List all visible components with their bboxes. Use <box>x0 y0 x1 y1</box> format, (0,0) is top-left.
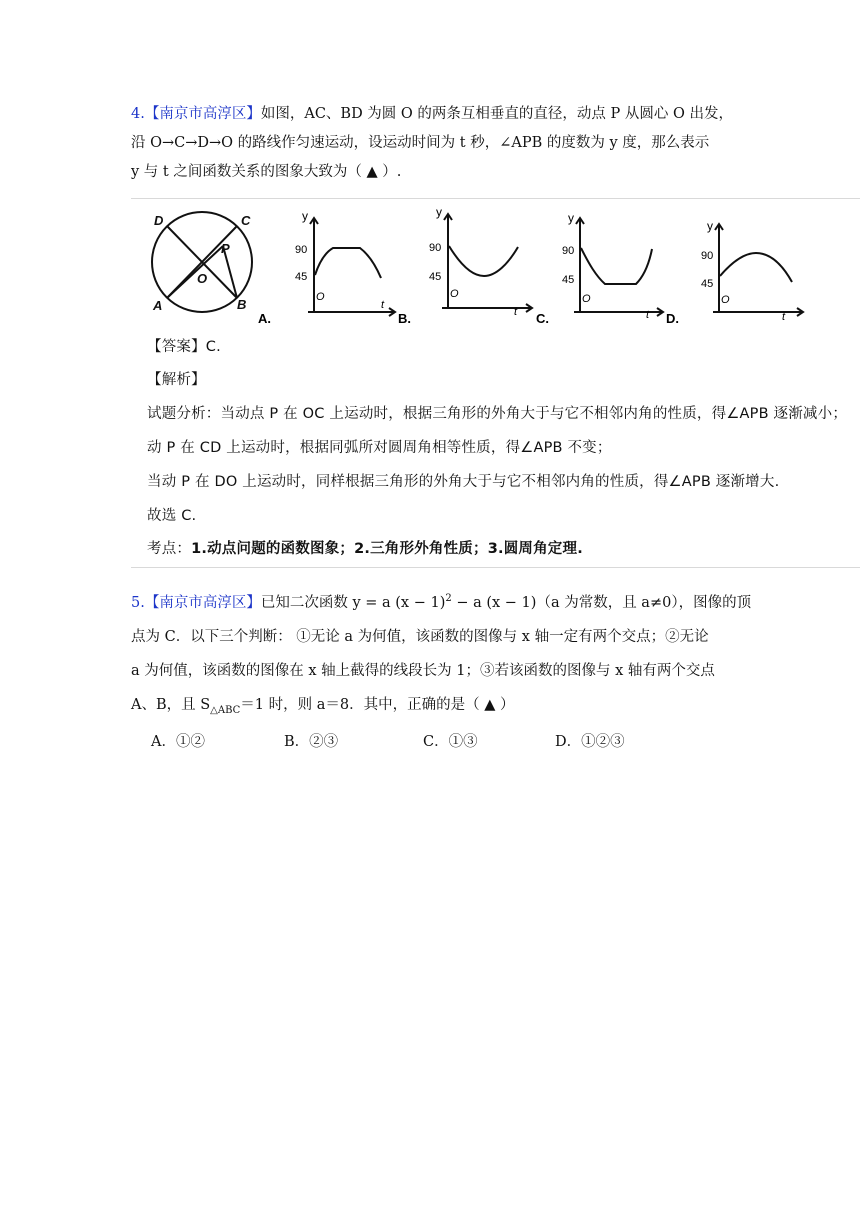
label-O: O <box>197 271 208 286</box>
kaodian <box>147 539 583 559</box>
q5-sup: 2 <box>445 593 452 604</box>
analysis-title: 【解析】 <box>147 372 206 388</box>
graph-a <box>295 209 411 326</box>
svg-text:O: O <box>721 294 730 306</box>
kaodian-text: 1.动点问题的函数图象；2.三角形外角性质；3.圆周角定理. <box>191 541 583 557</box>
graph-c <box>562 211 679 326</box>
q5-intro: 已知二次函数 y = a (x − 1) <box>260 594 446 611</box>
q4-line2: 沿 O→C→D→O 的路线作匀速运动，设运动时间为 t 秒，∠APB 的度数为 y 度，那么表示 <box>131 135 710 151</box>
divider-bottom <box>131 567 860 568</box>
svg-text:45: 45 <box>295 271 308 283</box>
q5-option-a: A．①② <box>151 734 205 750</box>
graph-d <box>701 219 803 323</box>
answer: 【答案】C. <box>147 339 221 355</box>
label-P: P <box>221 241 230 256</box>
q5-number: 5. <box>131 594 145 611</box>
q4-figure <box>0 200 860 330</box>
graph-b <box>429 205 549 326</box>
q5-line3: a 为何值，该函数的图像在 x 轴上截得的线段长为 1；③若该函数的图像与 x 轴有两个交点 <box>131 663 715 679</box>
svg-text:45: 45 <box>562 274 575 286</box>
svg-text:45: 45 <box>429 271 442 283</box>
q5-line4-a: A、B，且 S <box>131 697 211 713</box>
svg-text:t: t <box>381 299 385 311</box>
svg-text:O: O <box>582 293 591 305</box>
analysis-line-2: 动 P 在 CD 上运动时，根据同弧所对圆周角相等性质，得∠APB 不变； <box>147 440 612 456</box>
label-A: A <box>153 298 163 313</box>
q5-line4 <box>131 695 514 721</box>
option-letter-D: D. <box>666 311 679 326</box>
svg-text:90: 90 <box>295 244 308 256</box>
divider-top <box>131 198 860 199</box>
label-C: C <box>241 213 251 228</box>
q5-option-b: B．②③ <box>284 734 339 750</box>
q5-option-c: C．①③ <box>423 734 478 750</box>
option-letter-B: B. <box>398 311 411 326</box>
svg-text:O: O <box>450 288 459 300</box>
svg-text:O: O <box>316 291 325 303</box>
q4-line1 <box>131 104 733 124</box>
q5-source[interactable]: 【南京市高淳区】 <box>144 594 261 611</box>
analysis-line-1: 试题分析：当动点 P 在 OC 上运动时，根据三角形的外角大于与它不相邻内角的性质，得∠APB 逐渐减小； <box>147 406 848 422</box>
q4-number: 4. <box>131 106 145 122</box>
svg-text:t: t <box>514 306 518 318</box>
q5-line4-sub: △ABC <box>210 704 241 716</box>
svg-text:90: 90 <box>701 250 714 262</box>
q5-option-d: D．①②③ <box>555 734 625 750</box>
q4-line3: y 与 t 之间函数关系的图象大致为（ ▲ ）. <box>131 164 402 180</box>
label-B: B <box>237 297 247 312</box>
kaodian-label: 考点： <box>147 541 192 557</box>
svg-text:t: t <box>646 309 650 321</box>
svg-text:45: 45 <box>701 278 714 290</box>
q5-line2: 点为 C．以下三个判断： ①无论 a 为何值，该函数的图像与 x 轴一定有两个交点；②无论 <box>131 629 709 645</box>
svg-text:y: y <box>707 219 713 233</box>
analysis-line-4: 故选 C. <box>147 508 197 524</box>
option-letter-C: C. <box>536 311 549 326</box>
svg-text:90: 90 <box>429 242 442 254</box>
svg-text:y: y <box>436 205 442 219</box>
analysis-line-3: 当动 P 在 DO 上运动时，同样根据三角形的外角大于与它不相邻内角的性质，得∠APB 逐渐增大. <box>147 474 780 490</box>
q5-intro-rest: − a (x − 1)（a 为常数，且 a≠0），图像的顶 <box>451 594 752 611</box>
svg-text:90: 90 <box>562 245 575 257</box>
svg-text:t: t <box>782 311 786 323</box>
option-letter-A: A. <box>258 311 271 326</box>
label-D: D <box>154 213 164 228</box>
svg-text:y: y <box>568 211 574 225</box>
q5-line4-b: ＝1 时，则 a＝8．其中，正确的是（ ▲ ） <box>240 697 515 713</box>
q4-text1: 如图，AC、BD 为圆 O 的两条互相垂直的直径，动点 P 从圆心 O 出发， <box>260 106 733 122</box>
svg-text:y: y <box>302 209 308 223</box>
q5-line1 <box>131 589 751 613</box>
q4-source[interactable]: 【南京市高淳区】 <box>144 106 261 122</box>
